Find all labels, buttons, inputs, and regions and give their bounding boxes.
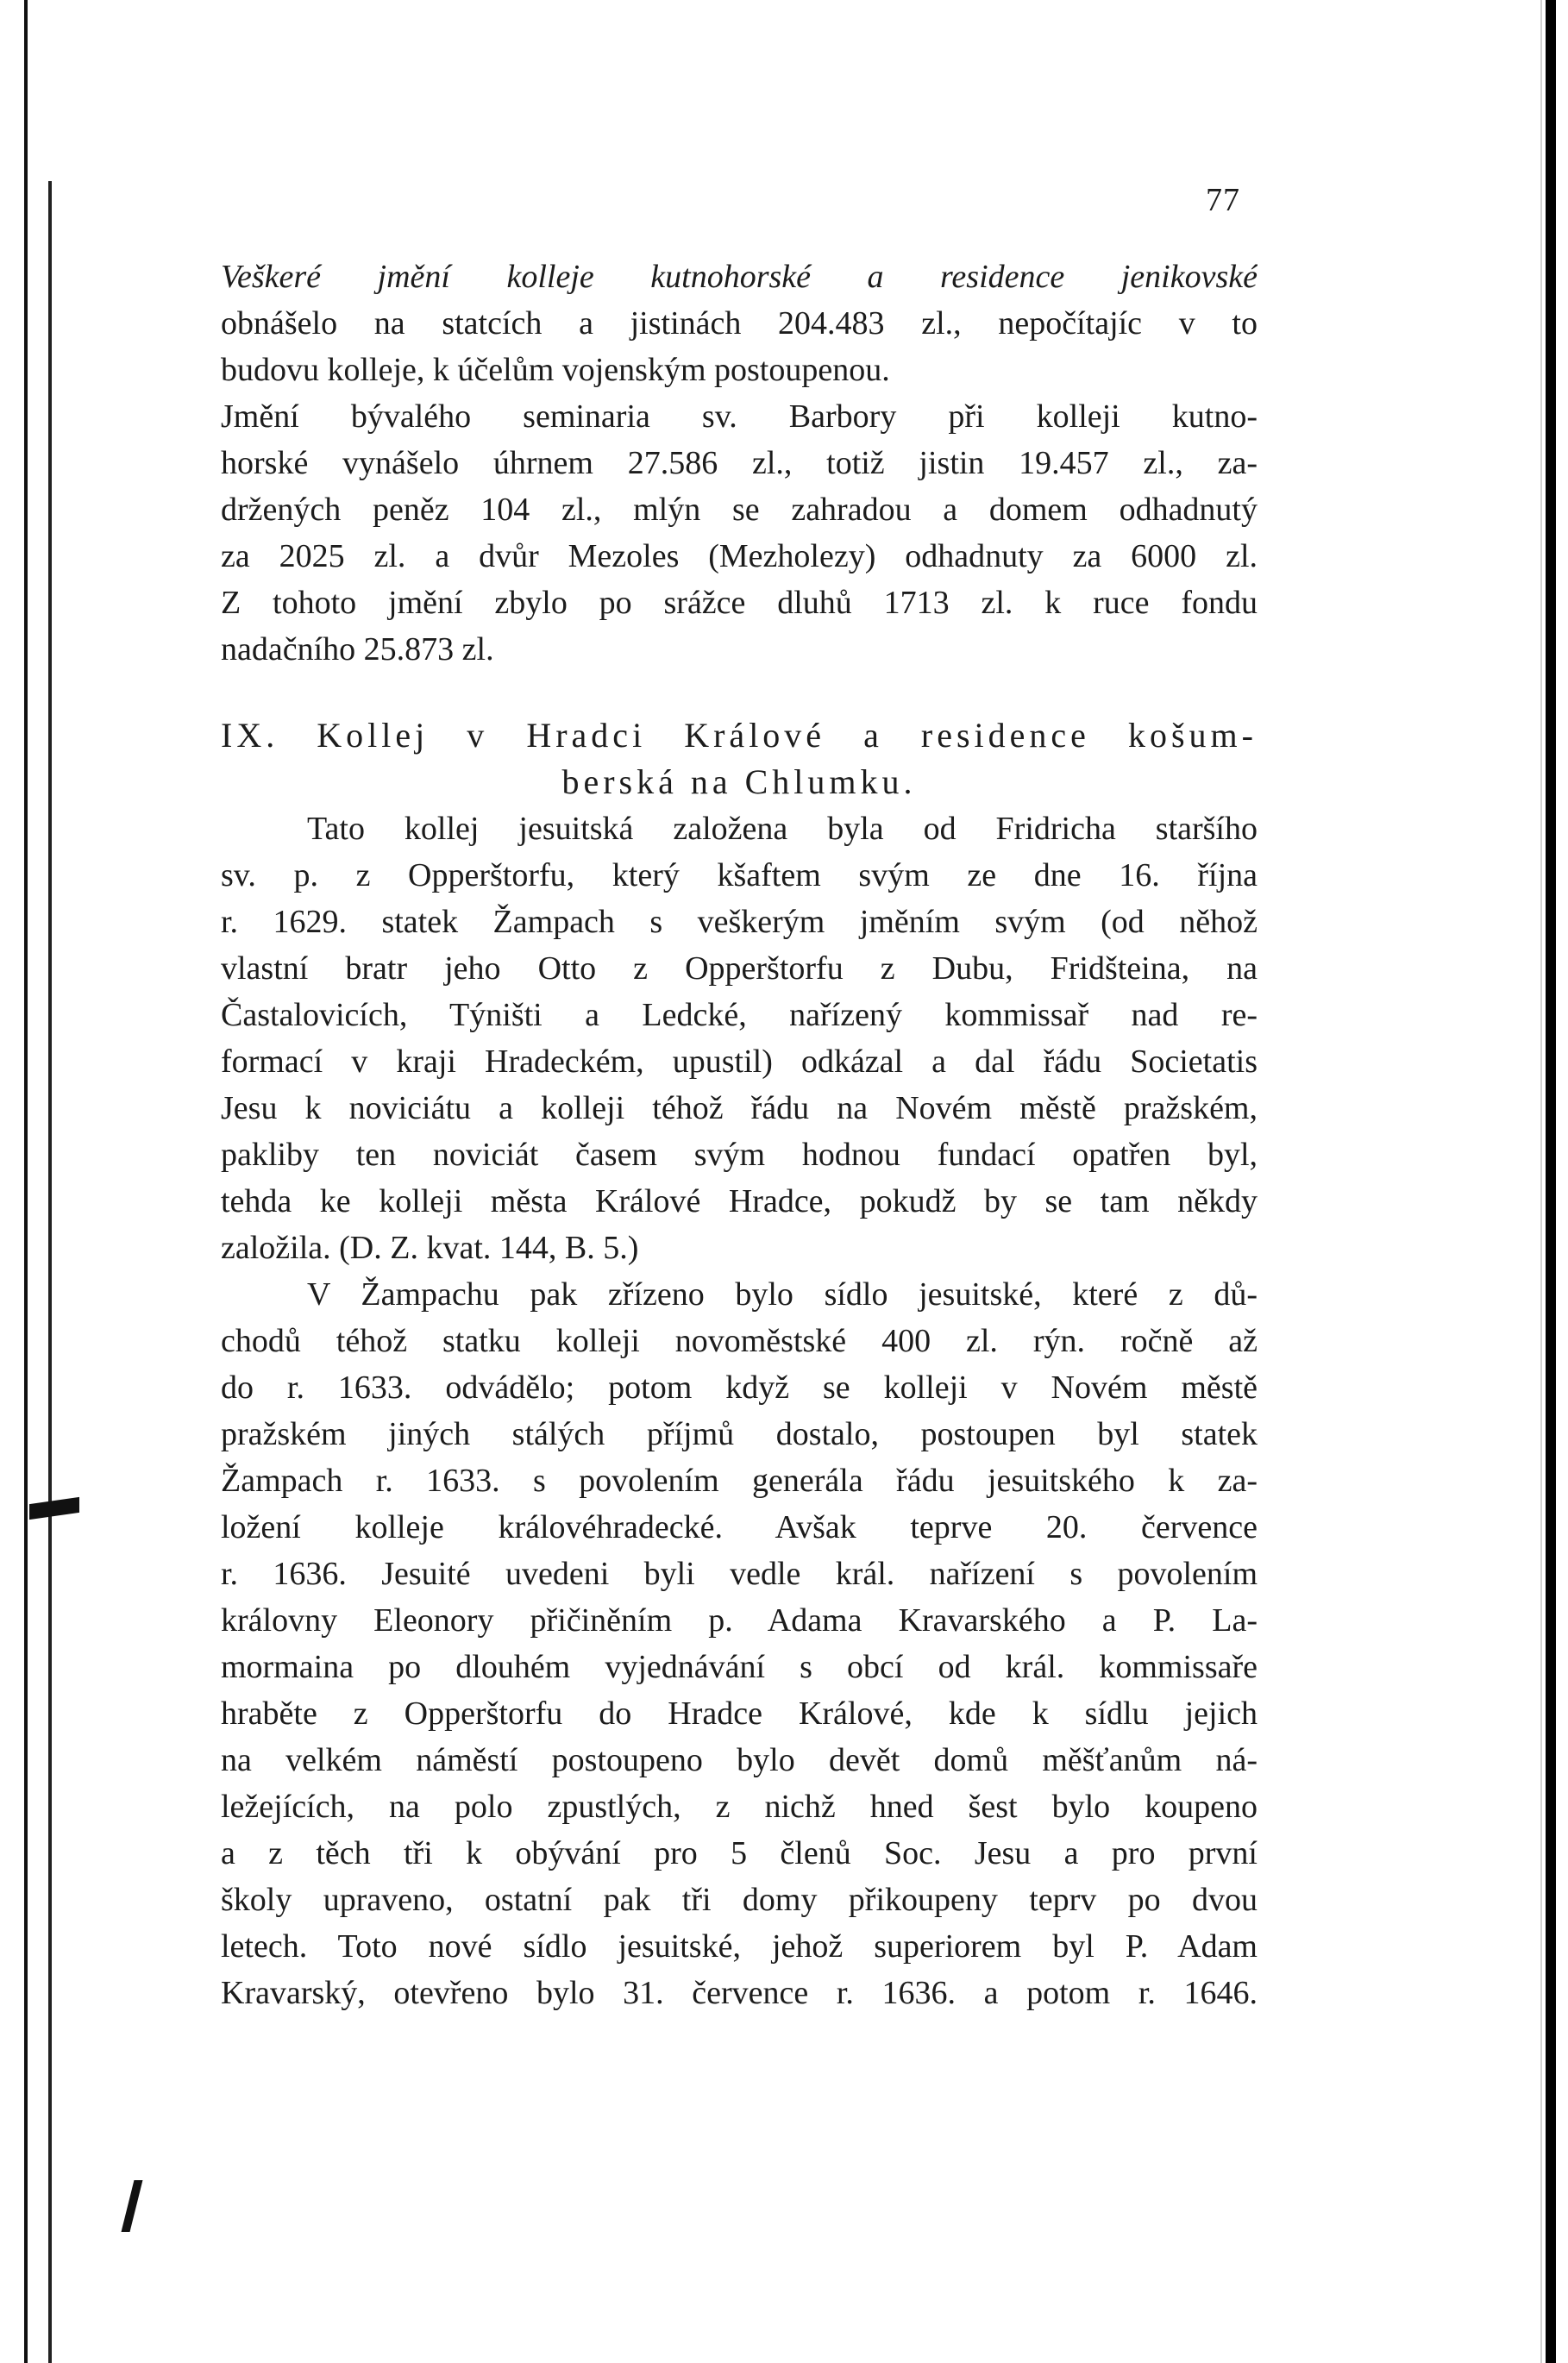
page-edge-left (24, 0, 28, 2363)
paragraph (221, 254, 1258, 393)
text-line: za 2025 zl. a dvůr Mezoles (Mezholezy) odhadnuty za 6000 zl. (221, 538, 1258, 574)
heading-line: IX. Kollej v Hradci Králové a residence košum- (221, 716, 1258, 755)
text-line: Z tohoto jmění zbylo po srážce dluhů 1713 zl. k ruce fondu (221, 585, 1258, 621)
text-line: V Žampachu pak zřízeno bylo sídlo jesuitské, které z dů- (307, 1276, 1258, 1313)
text-line: chodů téhož statku kolleji novoměstské 400 zl. rýn. ročně až (221, 1323, 1258, 1359)
text-line: na velkém náměstí postoupeno bylo devět domů měšťanům ná- (221, 1742, 1258, 1778)
scan-artifact-mark (122, 2180, 143, 2232)
paragraph (221, 1271, 1258, 2016)
text-line: založila. (D. Z. kvat. 144, B. 5.) (221, 1230, 639, 1266)
page-number: 77 (1206, 182, 1240, 218)
text-line: r. 1629. statek Žampach s veškerým jměním svým (od něhož (221, 904, 1258, 940)
text-line: Veškeré jmění kolleje kutnohorské a residence jenikovské (221, 259, 1258, 295)
text-line: ležejících, na polo zpustlých, z nichž hned šest bylo koupeno (221, 1789, 1258, 1825)
text-line: tehda ke kolleji města Králové Hradce, pokudž by se tam někdy (221, 1183, 1258, 1219)
text-line: formací v kraji Hradeckém, upustil) odkázal a dal řádu Societatis (221, 1044, 1258, 1080)
heading-line: berská na Chlumku. (561, 762, 917, 801)
text-line: r. 1636. Jesuité uvedeni byli vedle král. nařízení s povolením (221, 1556, 1258, 1592)
text-line: Kravarský, otevřeno bylo 31. července r. 1636. a potom r. 1646. (221, 1975, 1258, 2011)
page-edge-right (1546, 0, 1556, 2363)
text-line: pakliby ten noviciát časem svým hodnou fundací opatřen byl, (221, 1137, 1258, 1173)
text-line: Tato kollej jesuitská založena byla od Fridricha staršího (307, 811, 1258, 847)
paragraph (221, 805, 1258, 1271)
text-line: ložení kolleje královéhradecké. Avšak teprve 20. července (221, 1509, 1258, 1545)
section-gap (221, 673, 1258, 712)
text-line: Častalovicích, Týništi a Ledcké, nařízený kommissař nad re- (221, 997, 1258, 1033)
text-line: hraběte z Opperštorfu do Hradce Králové, kde k sídlu jejich (221, 1695, 1258, 1732)
scan-artifact-mark (29, 1497, 79, 1520)
text-line: obnášelo na statcích a jistinách 204.483 zl., nepočítajíc v to (221, 305, 1258, 342)
text-line: školy upraveno, ostatní pak tři domy přikoupeny teprv po dvou (221, 1882, 1258, 1918)
text-line: pražském jiných stálých příjmů dostalo, postoupen byl statek (221, 1416, 1258, 1452)
text-line: Jmění bývalého seminaria sv. Barbory při kolleji kutno- (221, 398, 1258, 435)
text-line: nadačního 25.873 zl. (221, 631, 494, 668)
text-line: držených peněz 104 zl., mlýn se zahradou a domem odhadnutý (221, 492, 1258, 528)
text-line: sv. p. z Opperštorfu, který kšaftem svým ze dne 16. října (221, 857, 1258, 893)
text-line: letech. Toto nové sídlo jesuitské, jehož superiorem byl P. Adam (221, 1928, 1258, 1965)
text-line: a z těch tři k obývání pro 5 členů Soc. Jesu a pro první (221, 1835, 1258, 1871)
page-body (221, 254, 1258, 2016)
text-line: Žampach r. 1633. s povolením generála řádu jesuitského k za- (221, 1463, 1258, 1499)
text-line: do r. 1633. odvádělo; potom když se kolleji v Novém městě (221, 1370, 1258, 1406)
page-edge-shadow (1540, 0, 1542, 2363)
text-line: budovu kolleje, k účelům vojenským postoupenou. (221, 352, 890, 388)
paragraph (221, 393, 1258, 673)
text-line: královny Eleonory přičiněním p. Adama Kravarského a P. La- (221, 1602, 1258, 1639)
text-line: mormaina po dlouhém vyjednávání s obcí od král. kommissaře (221, 1649, 1258, 1685)
page-margin-line (48, 181, 52, 2363)
text-line: horské vynášelo úhrnem 27.586 zl., totiž jistin 19.457 zl., za- (221, 445, 1258, 481)
text-line: vlastní bratr jeho Otto z Opperštorfu z Dubu, Fridšteina, na (221, 950, 1258, 987)
section-heading (221, 712, 1258, 805)
text-line: Jesu k noviciátu a kolleji téhož řádu na Novém městě pražském, (221, 1090, 1258, 1126)
